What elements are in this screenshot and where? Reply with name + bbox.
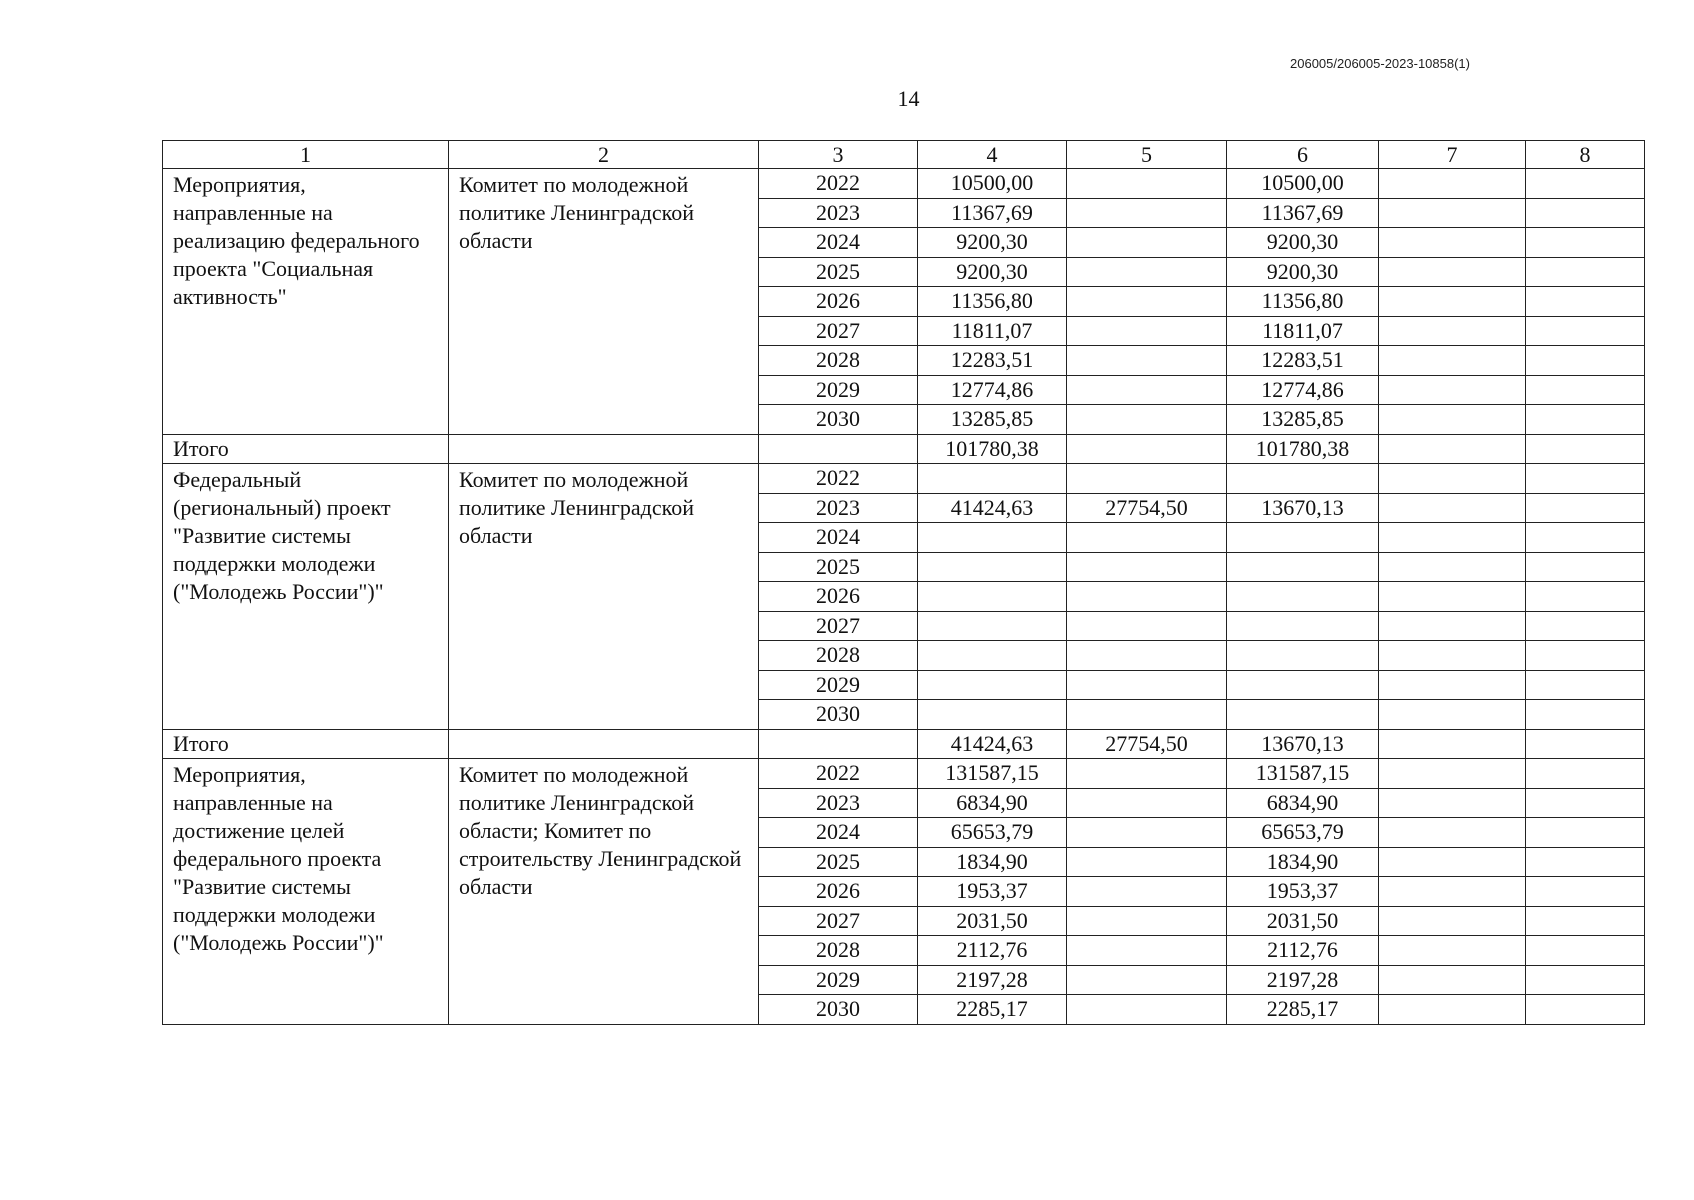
header-cell: 8 — [1526, 141, 1645, 169]
value-cell-c7 — [1379, 641, 1526, 671]
value-cell-c8 — [1526, 257, 1645, 287]
value-cell-c5 — [1067, 847, 1227, 877]
value-cell-c7 — [1379, 346, 1526, 376]
value-cell-c4: 65653,79 — [918, 818, 1067, 848]
table-row — [163, 759, 1645, 789]
value-cell-c4: 1834,90 — [918, 847, 1067, 877]
value-cell-c6: 12774,86 — [1227, 375, 1379, 405]
value-cell-c6: 2197,28 — [1227, 965, 1379, 995]
value-cell-c4: 13285,85 — [918, 405, 1067, 435]
responsible-executor: Комитет по молодежной политике Ленинградской области — [449, 464, 759, 730]
year-cell: 2022 — [759, 759, 918, 789]
value-cell-c6: 2112,76 — [1227, 936, 1379, 966]
year-cell: 2023 — [759, 788, 918, 818]
activity-name: Мероприятия, направленные на достижение целей федерального проекта "Развитие системы поддержки молодежи ("Молодежь России")" — [163, 759, 449, 1025]
value-cell-c4: 6834,90 — [918, 788, 1067, 818]
value-cell-c5 — [1067, 641, 1227, 671]
value-cell-c5 — [1067, 198, 1227, 228]
value-cell-c8 — [1526, 169, 1645, 199]
value-cell-c6 — [1227, 523, 1379, 553]
value-cell-c8 — [1526, 818, 1645, 848]
total-value-c8 — [1526, 729, 1645, 759]
value-cell-c5 — [1067, 995, 1227, 1025]
value-cell-c7 — [1379, 287, 1526, 317]
value-cell-c6: 11811,07 — [1227, 316, 1379, 346]
value-cell-c5 — [1067, 965, 1227, 995]
value-cell-c6: 9200,30 — [1227, 228, 1379, 258]
value-cell-c5 — [1067, 906, 1227, 936]
value-cell-c5 — [1067, 257, 1227, 287]
year-cell: 2024 — [759, 818, 918, 848]
year-cell: 2030 — [759, 700, 918, 730]
value-cell-c5 — [1067, 228, 1227, 258]
header-row — [163, 141, 1645, 169]
value-cell-c4: 10500,00 — [918, 169, 1067, 199]
value-cell-c7 — [1379, 611, 1526, 641]
header-cell: 3 — [759, 141, 918, 169]
value-cell-c5 — [1067, 759, 1227, 789]
value-cell-c7 — [1379, 405, 1526, 435]
year-cell: 2023 — [759, 493, 918, 523]
value-cell-c7 — [1379, 375, 1526, 405]
empty-cell — [449, 434, 759, 464]
value-cell-c5 — [1067, 523, 1227, 553]
value-cell-c8 — [1526, 582, 1645, 612]
value-cell-c7 — [1379, 965, 1526, 995]
value-cell-c5 — [1067, 552, 1227, 582]
value-cell-c8 — [1526, 641, 1645, 671]
value-cell-c4: 11356,80 — [918, 287, 1067, 317]
value-cell-c4: 2285,17 — [918, 995, 1067, 1025]
value-cell-c8 — [1526, 965, 1645, 995]
value-cell-c8 — [1526, 552, 1645, 582]
value-cell-c6: 2031,50 — [1227, 906, 1379, 936]
value-cell-c8 — [1526, 375, 1645, 405]
value-cell-c4: 2197,28 — [918, 965, 1067, 995]
empty-cell — [759, 729, 918, 759]
value-cell-c6: 1834,90 — [1227, 847, 1379, 877]
total-value-c5: 27754,50 — [1067, 729, 1227, 759]
value-cell-c7 — [1379, 523, 1526, 553]
value-cell-c6: 13285,85 — [1227, 405, 1379, 435]
empty-cell — [449, 729, 759, 759]
empty-cell — [759, 434, 918, 464]
year-cell: 2024 — [759, 523, 918, 553]
year-cell: 2027 — [759, 316, 918, 346]
value-cell-c6: 6834,90 — [1227, 788, 1379, 818]
value-cell-c4: 12774,86 — [918, 375, 1067, 405]
value-cell-c6 — [1227, 582, 1379, 612]
value-cell-c7 — [1379, 995, 1526, 1025]
value-cell-c7 — [1379, 759, 1526, 789]
value-cell-c8 — [1526, 464, 1645, 494]
value-cell-c7 — [1379, 552, 1526, 582]
value-cell-c4: 131587,15 — [918, 759, 1067, 789]
year-cell: 2028 — [759, 936, 918, 966]
year-cell: 2029 — [759, 965, 918, 995]
document-id: 206005/206005-2023-10858(1) — [1290, 56, 1470, 71]
value-cell-c6 — [1227, 464, 1379, 494]
value-cell-c7 — [1379, 228, 1526, 258]
value-cell-c4 — [918, 464, 1067, 494]
responsible-executor: Комитет по молодежной политике Ленинградской области — [449, 169, 759, 435]
header-cell: 5 — [1067, 141, 1227, 169]
total-value-c4: 101780,38 — [918, 434, 1067, 464]
value-cell-c8 — [1526, 316, 1645, 346]
value-cell-c7 — [1379, 464, 1526, 494]
value-cell-c7 — [1379, 818, 1526, 848]
value-cell-c5 — [1067, 287, 1227, 317]
value-cell-c4 — [918, 611, 1067, 641]
value-cell-c6 — [1227, 611, 1379, 641]
value-cell-c4 — [918, 700, 1067, 730]
header-cell: 1 — [163, 141, 449, 169]
value-cell-c8 — [1526, 906, 1645, 936]
value-cell-c4: 9200,30 — [918, 257, 1067, 287]
value-cell-c6 — [1227, 700, 1379, 730]
value-cell-c8 — [1526, 346, 1645, 376]
activity-name: Мероприятия, направленные на реализацию федерального проекта "Социальная активность" — [163, 169, 449, 435]
header-cell: 2 — [449, 141, 759, 169]
value-cell-c6: 131587,15 — [1227, 759, 1379, 789]
value-cell-c7 — [1379, 700, 1526, 730]
value-cell-c4: 11811,07 — [918, 316, 1067, 346]
value-cell-c8 — [1526, 788, 1645, 818]
activity-name: Федеральный (региональный) проект "Развитие системы поддержки молодежи ("Молодежь России")" — [163, 464, 449, 730]
value-cell-c8 — [1526, 523, 1645, 553]
value-cell-c6: 9200,30 — [1227, 257, 1379, 287]
year-cell: 2029 — [759, 375, 918, 405]
year-cell: 2025 — [759, 552, 918, 582]
value-cell-c6: 1953,37 — [1227, 877, 1379, 907]
total-value-c7 — [1379, 729, 1526, 759]
value-cell-c5 — [1067, 936, 1227, 966]
year-cell: 2026 — [759, 287, 918, 317]
budget-table — [162, 140, 1645, 1025]
table-row — [163, 464, 1645, 494]
value-cell-c5 — [1067, 169, 1227, 199]
value-cell-c4: 12283,51 — [918, 346, 1067, 376]
value-cell-c8 — [1526, 493, 1645, 523]
value-cell-c7 — [1379, 169, 1526, 199]
value-cell-c4: 41424,63 — [918, 493, 1067, 523]
value-cell-c8 — [1526, 700, 1645, 730]
value-cell-c8 — [1526, 759, 1645, 789]
value-cell-c7 — [1379, 582, 1526, 612]
value-cell-c7 — [1379, 316, 1526, 346]
value-cell-c6: 65653,79 — [1227, 818, 1379, 848]
value-cell-c6 — [1227, 641, 1379, 671]
value-cell-c6 — [1227, 670, 1379, 700]
value-cell-c7 — [1379, 847, 1526, 877]
year-cell: 2024 — [759, 228, 918, 258]
value-cell-c8 — [1526, 287, 1645, 317]
value-cell-c7 — [1379, 877, 1526, 907]
value-cell-c4 — [918, 670, 1067, 700]
header-cell: 4 — [918, 141, 1067, 169]
total-label: Итого — [163, 729, 449, 759]
value-cell-c8 — [1526, 877, 1645, 907]
value-cell-c8 — [1526, 405, 1645, 435]
year-cell: 2027 — [759, 611, 918, 641]
value-cell-c4 — [918, 582, 1067, 612]
value-cell-c8 — [1526, 670, 1645, 700]
year-cell: 2026 — [759, 582, 918, 612]
year-cell: 2029 — [759, 670, 918, 700]
total-value-c6: 101780,38 — [1227, 434, 1379, 464]
value-cell-c5 — [1067, 877, 1227, 907]
value-cell-c5 — [1067, 700, 1227, 730]
year-cell: 2023 — [759, 198, 918, 228]
total-value-c7 — [1379, 434, 1526, 464]
value-cell-c4 — [918, 552, 1067, 582]
value-cell-c6: 2285,17 — [1227, 995, 1379, 1025]
value-cell-c5 — [1067, 375, 1227, 405]
year-cell: 2022 — [759, 464, 918, 494]
responsible-executor: Комитет по молодежной политике Ленинградской области; Комитет по строительству Ленинградской области — [449, 759, 759, 1025]
value-cell-c6 — [1227, 552, 1379, 582]
year-cell: 2022 — [759, 169, 918, 199]
year-cell: 2026 — [759, 877, 918, 907]
value-cell-c7 — [1379, 493, 1526, 523]
page-number: 14 — [897, 86, 920, 111]
year-cell: 2025 — [759, 257, 918, 287]
year-cell: 2027 — [759, 906, 918, 936]
year-cell: 2028 — [759, 346, 918, 376]
value-cell-c7 — [1379, 906, 1526, 936]
value-cell-c5 — [1067, 788, 1227, 818]
value-cell-c6: 11356,80 — [1227, 287, 1379, 317]
value-cell-c6: 12283,51 — [1227, 346, 1379, 376]
total-value-c6: 13670,13 — [1227, 729, 1379, 759]
value-cell-c5 — [1067, 611, 1227, 641]
total-row — [163, 729, 1645, 759]
value-cell-c4: 2031,50 — [918, 906, 1067, 936]
value-cell-c4: 11367,69 — [918, 198, 1067, 228]
value-cell-c7 — [1379, 198, 1526, 228]
value-cell-c8 — [1526, 228, 1645, 258]
value-cell-c4: 9200,30 — [918, 228, 1067, 258]
value-cell-c4: 2112,76 — [918, 936, 1067, 966]
value-cell-c8 — [1526, 611, 1645, 641]
year-cell: 2030 — [759, 995, 918, 1025]
value-cell-c5 — [1067, 670, 1227, 700]
value-cell-c4: 1953,37 — [918, 877, 1067, 907]
total-row — [163, 434, 1645, 464]
value-cell-c8 — [1526, 198, 1645, 228]
value-cell-c5 — [1067, 346, 1227, 376]
value-cell-c6: 10500,00 — [1227, 169, 1379, 199]
value-cell-c8 — [1526, 995, 1645, 1025]
value-cell-c7 — [1379, 788, 1526, 818]
total-label: Итого — [163, 434, 449, 464]
value-cell-c6: 11367,69 — [1227, 198, 1379, 228]
value-cell-c5 — [1067, 818, 1227, 848]
total-value-c5 — [1067, 434, 1227, 464]
value-cell-c5 — [1067, 464, 1227, 494]
year-cell: 2028 — [759, 641, 918, 671]
year-cell: 2030 — [759, 405, 918, 435]
total-value-c4: 41424,63 — [918, 729, 1067, 759]
value-cell-c5 — [1067, 405, 1227, 435]
header-cell: 7 — [1379, 141, 1526, 169]
value-cell-c5: 27754,50 — [1067, 493, 1227, 523]
header-cell: 6 — [1227, 141, 1379, 169]
value-cell-c8 — [1526, 847, 1645, 877]
value-cell-c7 — [1379, 936, 1526, 966]
total-value-c8 — [1526, 434, 1645, 464]
value-cell-c6: 13670,13 — [1227, 493, 1379, 523]
year-cell: 2025 — [759, 847, 918, 877]
table-row — [163, 169, 1645, 199]
value-cell-c7 — [1379, 670, 1526, 700]
value-cell-c5 — [1067, 316, 1227, 346]
value-cell-c8 — [1526, 936, 1645, 966]
value-cell-c4 — [918, 523, 1067, 553]
value-cell-c5 — [1067, 582, 1227, 612]
value-cell-c4 — [918, 641, 1067, 671]
value-cell-c7 — [1379, 257, 1526, 287]
